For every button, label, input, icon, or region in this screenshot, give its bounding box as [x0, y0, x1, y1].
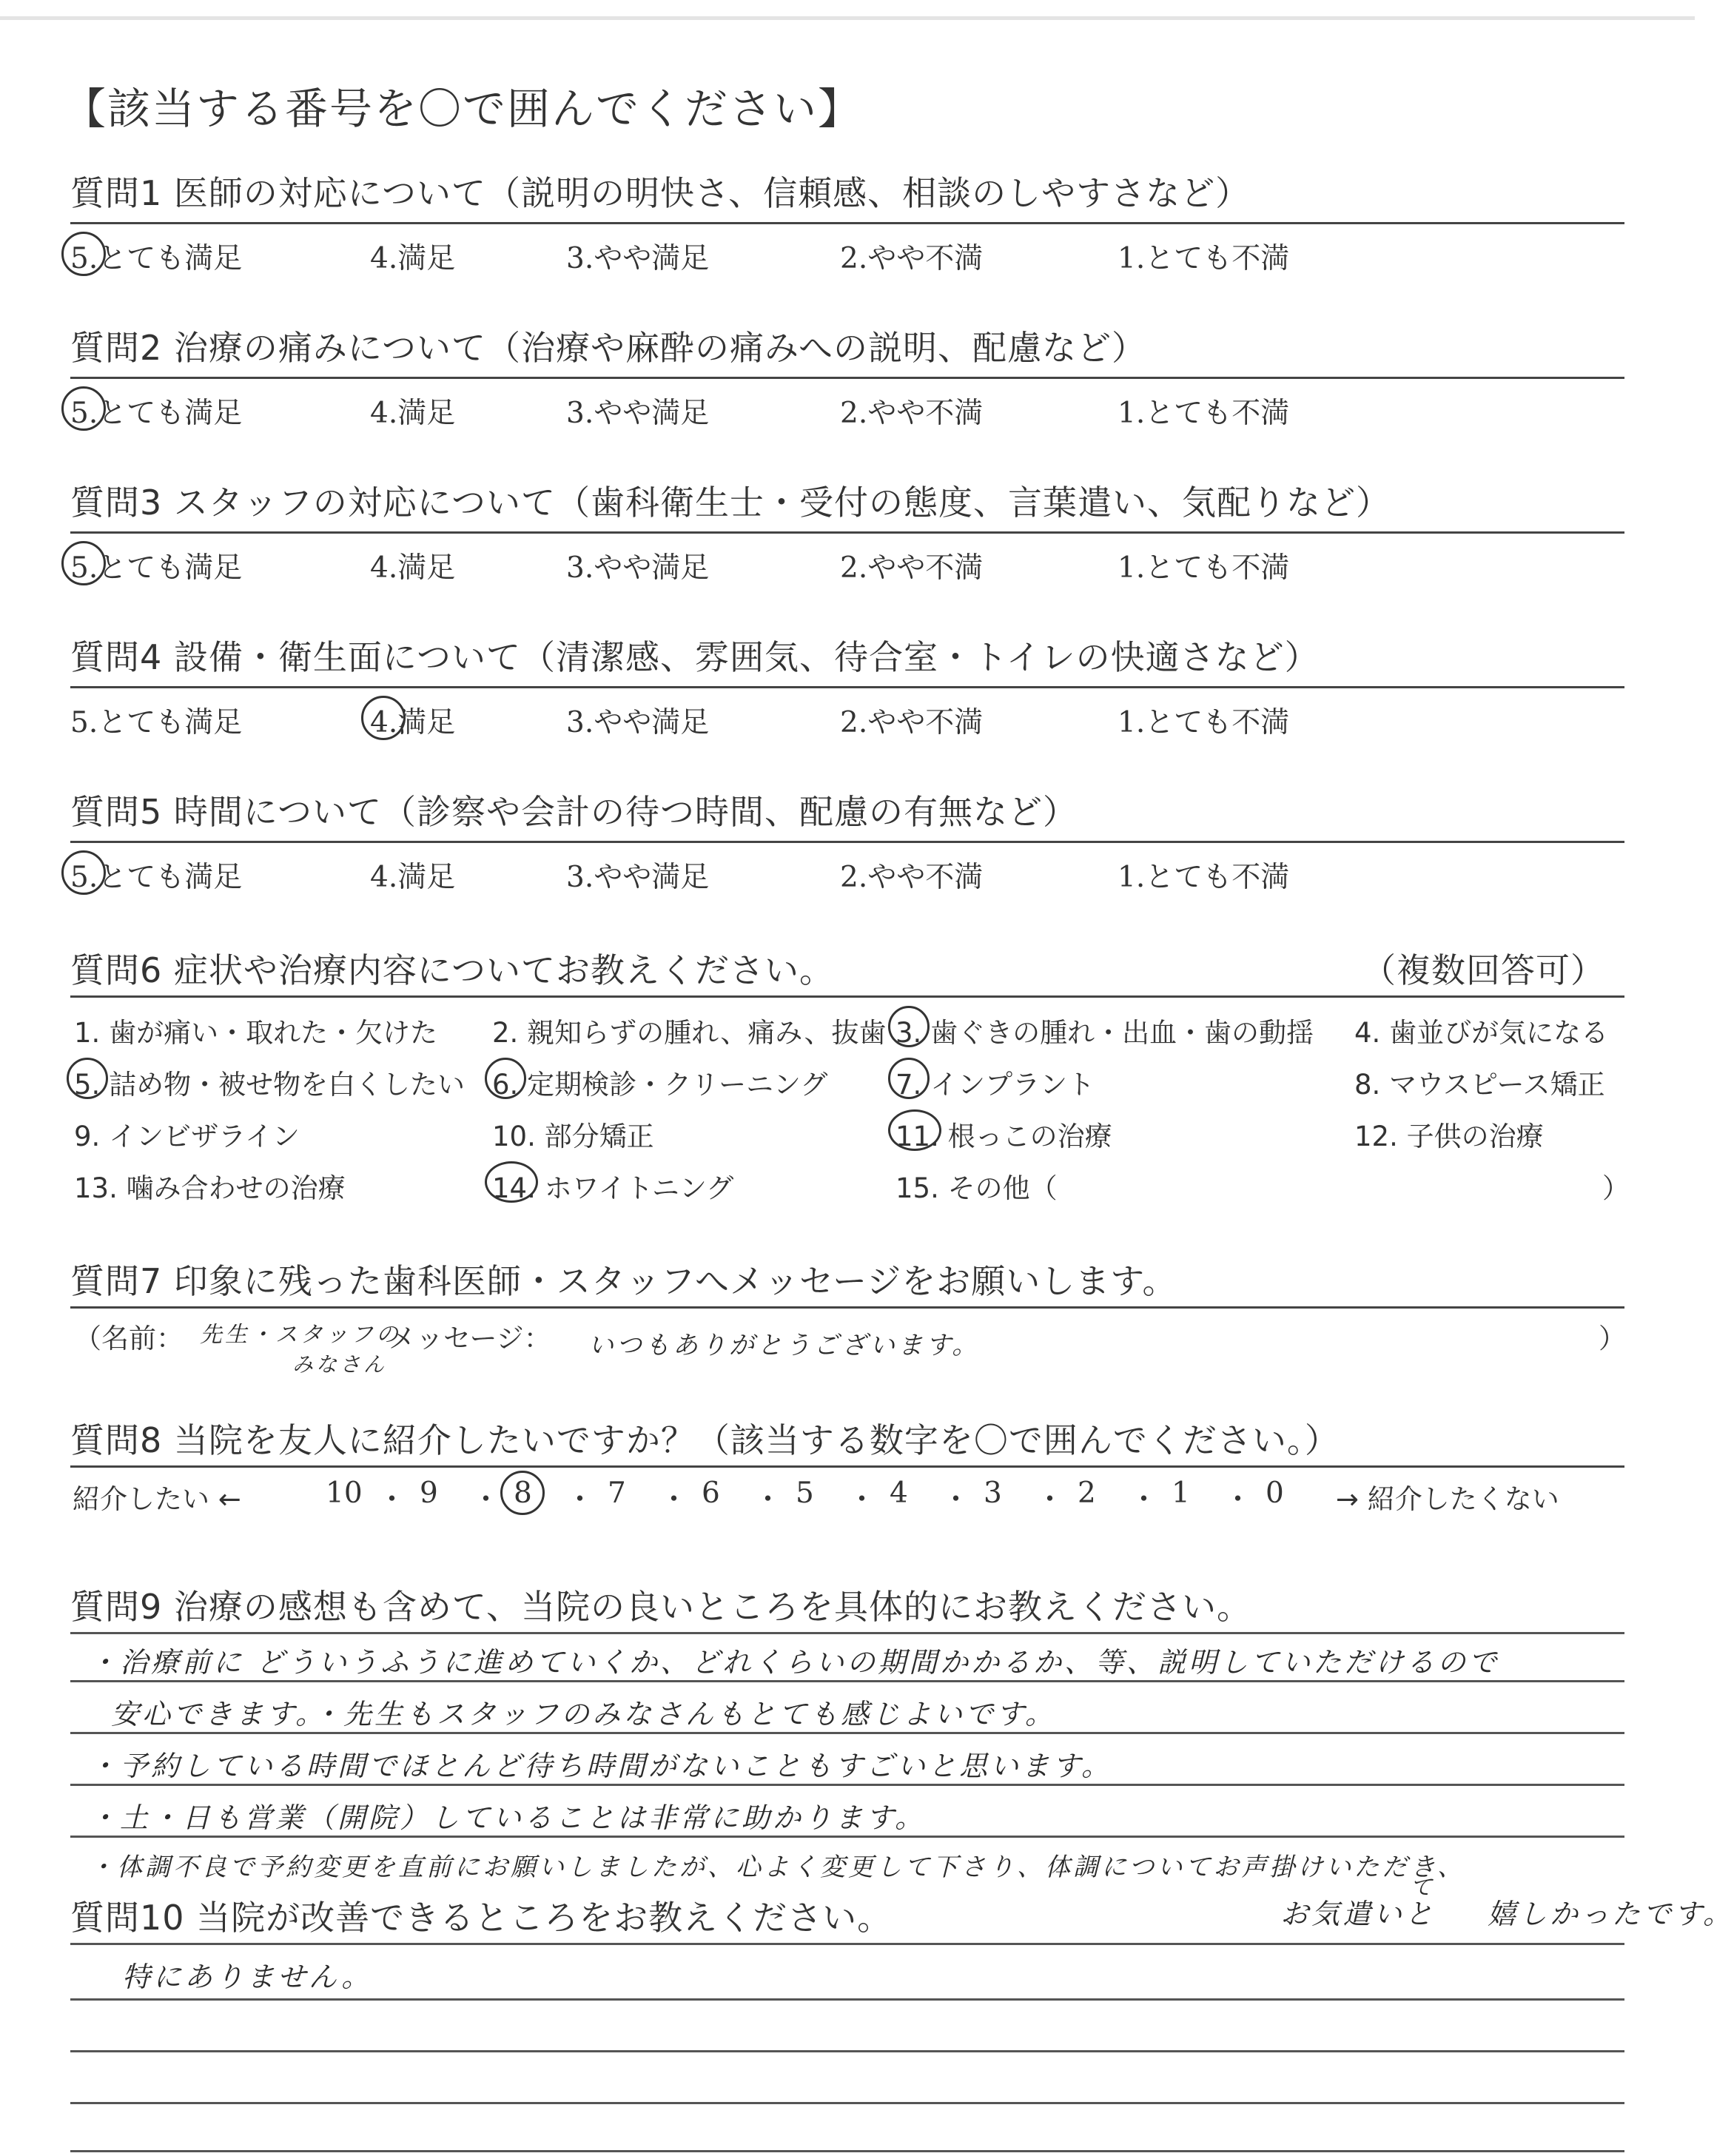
q6-option: 5. 詰め物・被せ物を白くしたい: [74, 1069, 466, 1101]
q7-name-value-2: みなさん: [292, 1352, 388, 1377]
q9-label: 質問9 治療の感想も含めて、当院の良いところを具体的にお教えください。: [70, 1587, 1251, 1627]
rating-option: 5.とても満足: [70, 242, 243, 275]
q6-selected-circle: [888, 1109, 941, 1151]
q8-scale-separator: ・: [471, 1483, 501, 1517]
q9-answer-text: ・予約している時間でほとんど待ち時間がないこともすごいと思います。: [89, 1750, 1112, 1782]
q8-scale-separator: ・: [377, 1483, 407, 1517]
q8-scale-value: 0: [1266, 1477, 1284, 1510]
q8-scale-value: 4: [890, 1477, 908, 1510]
q8-scale-separator: ・: [1129, 1483, 1159, 1517]
q8-left-label: 紹介したい ←: [73, 1483, 241, 1515]
q9-answer-text: ・体調不良で予約変更を直前にお願いしましたが、心よく変更して下さり、体調についてお声掛けいただき、: [89, 1853, 1465, 1882]
q6-selected-circle: [485, 1058, 526, 1099]
q10-line: [70, 1943, 1624, 1945]
q6-label: 質問6 症状や治療内容についてお教えください。: [70, 950, 834, 990]
q7-rule: [70, 1306, 1624, 1309]
q9-answer-text: ・土・日も営業（開院）していることは非常に助かります。: [89, 1801, 926, 1834]
q9-insert-mark: て: [1410, 1875, 1435, 1901]
q8-scale-value: 2: [1078, 1477, 1096, 1510]
q6-option: 11. 根っこの治療: [895, 1121, 1112, 1152]
rating-option: 3.やや満足: [566, 706, 710, 739]
rating-option: 1.とても不満: [1118, 551, 1290, 585]
q9-line: [70, 1732, 1624, 1734]
rating-option: 1.とても不満: [1118, 706, 1290, 739]
q7-message-label: メッセージ：: [389, 1323, 551, 1354]
selected-circle: [61, 541, 106, 585]
q9-continuation-a: お気遣いと: [1280, 1898, 1436, 1930]
rating-question-rule: [70, 222, 1624, 224]
q8-scale-separator: ・: [753, 1483, 783, 1517]
q6-option: 6. 定期検診・クリーニング: [492, 1069, 828, 1101]
q9-line: [70, 1836, 1624, 1838]
q6-option: 7. インプラント: [895, 1069, 1095, 1101]
q10-line: [70, 1998, 1624, 2001]
q8-scale-separator: ・: [1223, 1483, 1253, 1517]
q6-note: （複数回答可）: [1362, 950, 1605, 990]
q6-selected-circle: [888, 1006, 930, 1047]
rating-option: 5.とても満足: [70, 706, 243, 739]
selected-circle: [61, 232, 106, 276]
selected-circle: [61, 850, 106, 895]
q7-name-value-1: 先生・スタッフの: [200, 1322, 401, 1348]
q9-line: [70, 1680, 1624, 1682]
q8-scale-separator: ・: [1035, 1483, 1065, 1517]
rating-question-rule: [70, 686, 1624, 688]
q8-label: 質問8 当院を友人に紹介したいですか？（該当する数字を〇で囲んでください。）: [70, 1420, 1340, 1460]
q6-option: 12. 子供の治療: [1354, 1121, 1544, 1152]
rating-option: 1.とても不満: [1118, 242, 1290, 275]
rating-question-rule: [70, 531, 1624, 534]
q6-option: 8. マウスピース矯正: [1354, 1069, 1605, 1101]
q10-line: [70, 2050, 1624, 2052]
q6-option: ）: [1602, 1172, 1630, 1204]
q6-option: 10. 部分矯正: [492, 1121, 654, 1152]
rating-question-label: 質問2 治療の痛みについて（治療や麻酔の痛みへの説明、配慮など）: [70, 328, 1147, 368]
rating-option: 4.満足: [370, 242, 456, 275]
rating-option: 5.とても満足: [70, 861, 243, 894]
q7-name-label: （名前：: [74, 1323, 184, 1354]
q6-selected-circle: [888, 1058, 930, 1099]
q8-scale-value: 1: [1172, 1477, 1190, 1510]
q8-scale-separator: ・: [659, 1483, 689, 1517]
rating-option: 4.満足: [370, 861, 456, 894]
q8-scale-value: 6: [702, 1477, 720, 1510]
q8-scale-separator: ・: [847, 1483, 877, 1517]
rating-option: 1.とても不満: [1118, 861, 1290, 894]
rating-option: 1.とても不満: [1118, 397, 1290, 430]
q8-scale-value: 8: [514, 1477, 532, 1510]
q7-label: 質問7 印象に残った歯科医師・スタッフへメッセージをお願いします。: [70, 1261, 1177, 1301]
rating-question-label: 質問5 時間について（診察や会計の待つ時間、配慮の有無など）: [70, 792, 1078, 832]
rating-option: 4.満足: [370, 551, 456, 585]
q7-close-paren: ）: [1599, 1323, 1626, 1354]
q6-option: 4. 歯並びが気になる: [1354, 1017, 1609, 1049]
selected-circle: [361, 696, 406, 740]
scan-top-edge: [0, 16, 1695, 20]
rating-option: 3.やや満足: [566, 397, 710, 430]
rating-option: 3.やや満足: [566, 551, 710, 585]
q7-message-value: いつもありがとうございます。: [588, 1331, 981, 1360]
q6-option: 13. 噛み合わせの治療: [74, 1172, 346, 1204]
rating-option: 4.満足: [370, 706, 456, 739]
q8-selected-circle: [500, 1471, 545, 1515]
q8-right-label: → 紹介したくない: [1336, 1483, 1559, 1515]
q10-label: 質問10 当院が改善できるところをお教えください。: [70, 1898, 893, 1938]
q6-option: 2. 親知らずの腫れ、痛み、抜歯: [492, 1017, 887, 1049]
q8-scale-value: 10: [326, 1477, 363, 1510]
rating-option: 2.やや不満: [840, 861, 984, 894]
q6-option: 15. その他（: [895, 1172, 1058, 1204]
rating-option: 2.やや不満: [840, 397, 984, 430]
rating-question-rule: [70, 841, 1624, 843]
q9-continuation-b: 嬉しかったです。: [1488, 1898, 1734, 1930]
q6-rule: [70, 995, 1624, 998]
rating-option: 2.やや不満: [840, 706, 984, 739]
q6-option: 9. インビザライン: [74, 1121, 300, 1152]
q8-scale-value: 5: [796, 1477, 814, 1510]
q6-selected-circle: [67, 1058, 108, 1099]
q8-scale-separator: ・: [941, 1483, 971, 1517]
selected-circle: [61, 386, 106, 431]
q9-answer-text: ・治療前に どういうふうに進めていくか、どれくらいの期間かかるか、等、説明していただけるので: [89, 1646, 1500, 1679]
q8-scale-value: 7: [608, 1477, 626, 1510]
rating-option: 5.とても満足: [70, 397, 243, 430]
form-title: 【該当する番号を〇で囲んでください】: [63, 84, 863, 134]
q8-scale-separator: ・: [565, 1483, 595, 1517]
rating-option: 2.やや不満: [840, 242, 984, 275]
q6-selected-circle: [485, 1161, 538, 1203]
q6-option: 1. 歯が痛い・取れた・欠けた: [74, 1017, 438, 1049]
rating-option: 2.やや不満: [840, 551, 984, 585]
rating-option: 4.満足: [370, 397, 456, 430]
q9-line: [70, 1632, 1624, 1634]
q10-line: [70, 2150, 1624, 2152]
rating-question-label: 質問4 設備・衛生面について（清潔感、雰囲気、待合室・トイレの快適さなど）: [70, 637, 1320, 677]
q10-answer: 特にありません。: [122, 1961, 373, 1993]
q8-rule: [70, 1465, 1624, 1468]
q8-scale-value: 3: [984, 1477, 1002, 1510]
q9-line: [70, 1784, 1624, 1786]
rating-option: 3.やや満足: [566, 861, 710, 894]
q9-answer-text: 安心できます。・先生もスタッフのみなさんもとても感じよいです。: [111, 1698, 1056, 1730]
q6-option: 3. 歯ぐきの腫れ・出血・歯の動揺: [895, 1017, 1314, 1049]
rating-question-label: 質問1 医師の対応について（説明の明快さ、信頼感、相談のしやすさなど）: [70, 173, 1251, 213]
q6-option: 14. ホワイトニング: [492, 1172, 734, 1204]
rating-question-rule: [70, 377, 1624, 379]
rating-question-label: 質問3 スタッフの対応について（歯科衛生士・受付の態度、言葉遣い、気配りなど）: [70, 483, 1391, 523]
q8-scale-value: 9: [420, 1477, 438, 1510]
rating-option: 3.やや満足: [566, 242, 710, 275]
rating-option: 5.とても満足: [70, 551, 243, 585]
q10-line: [70, 2102, 1624, 2104]
